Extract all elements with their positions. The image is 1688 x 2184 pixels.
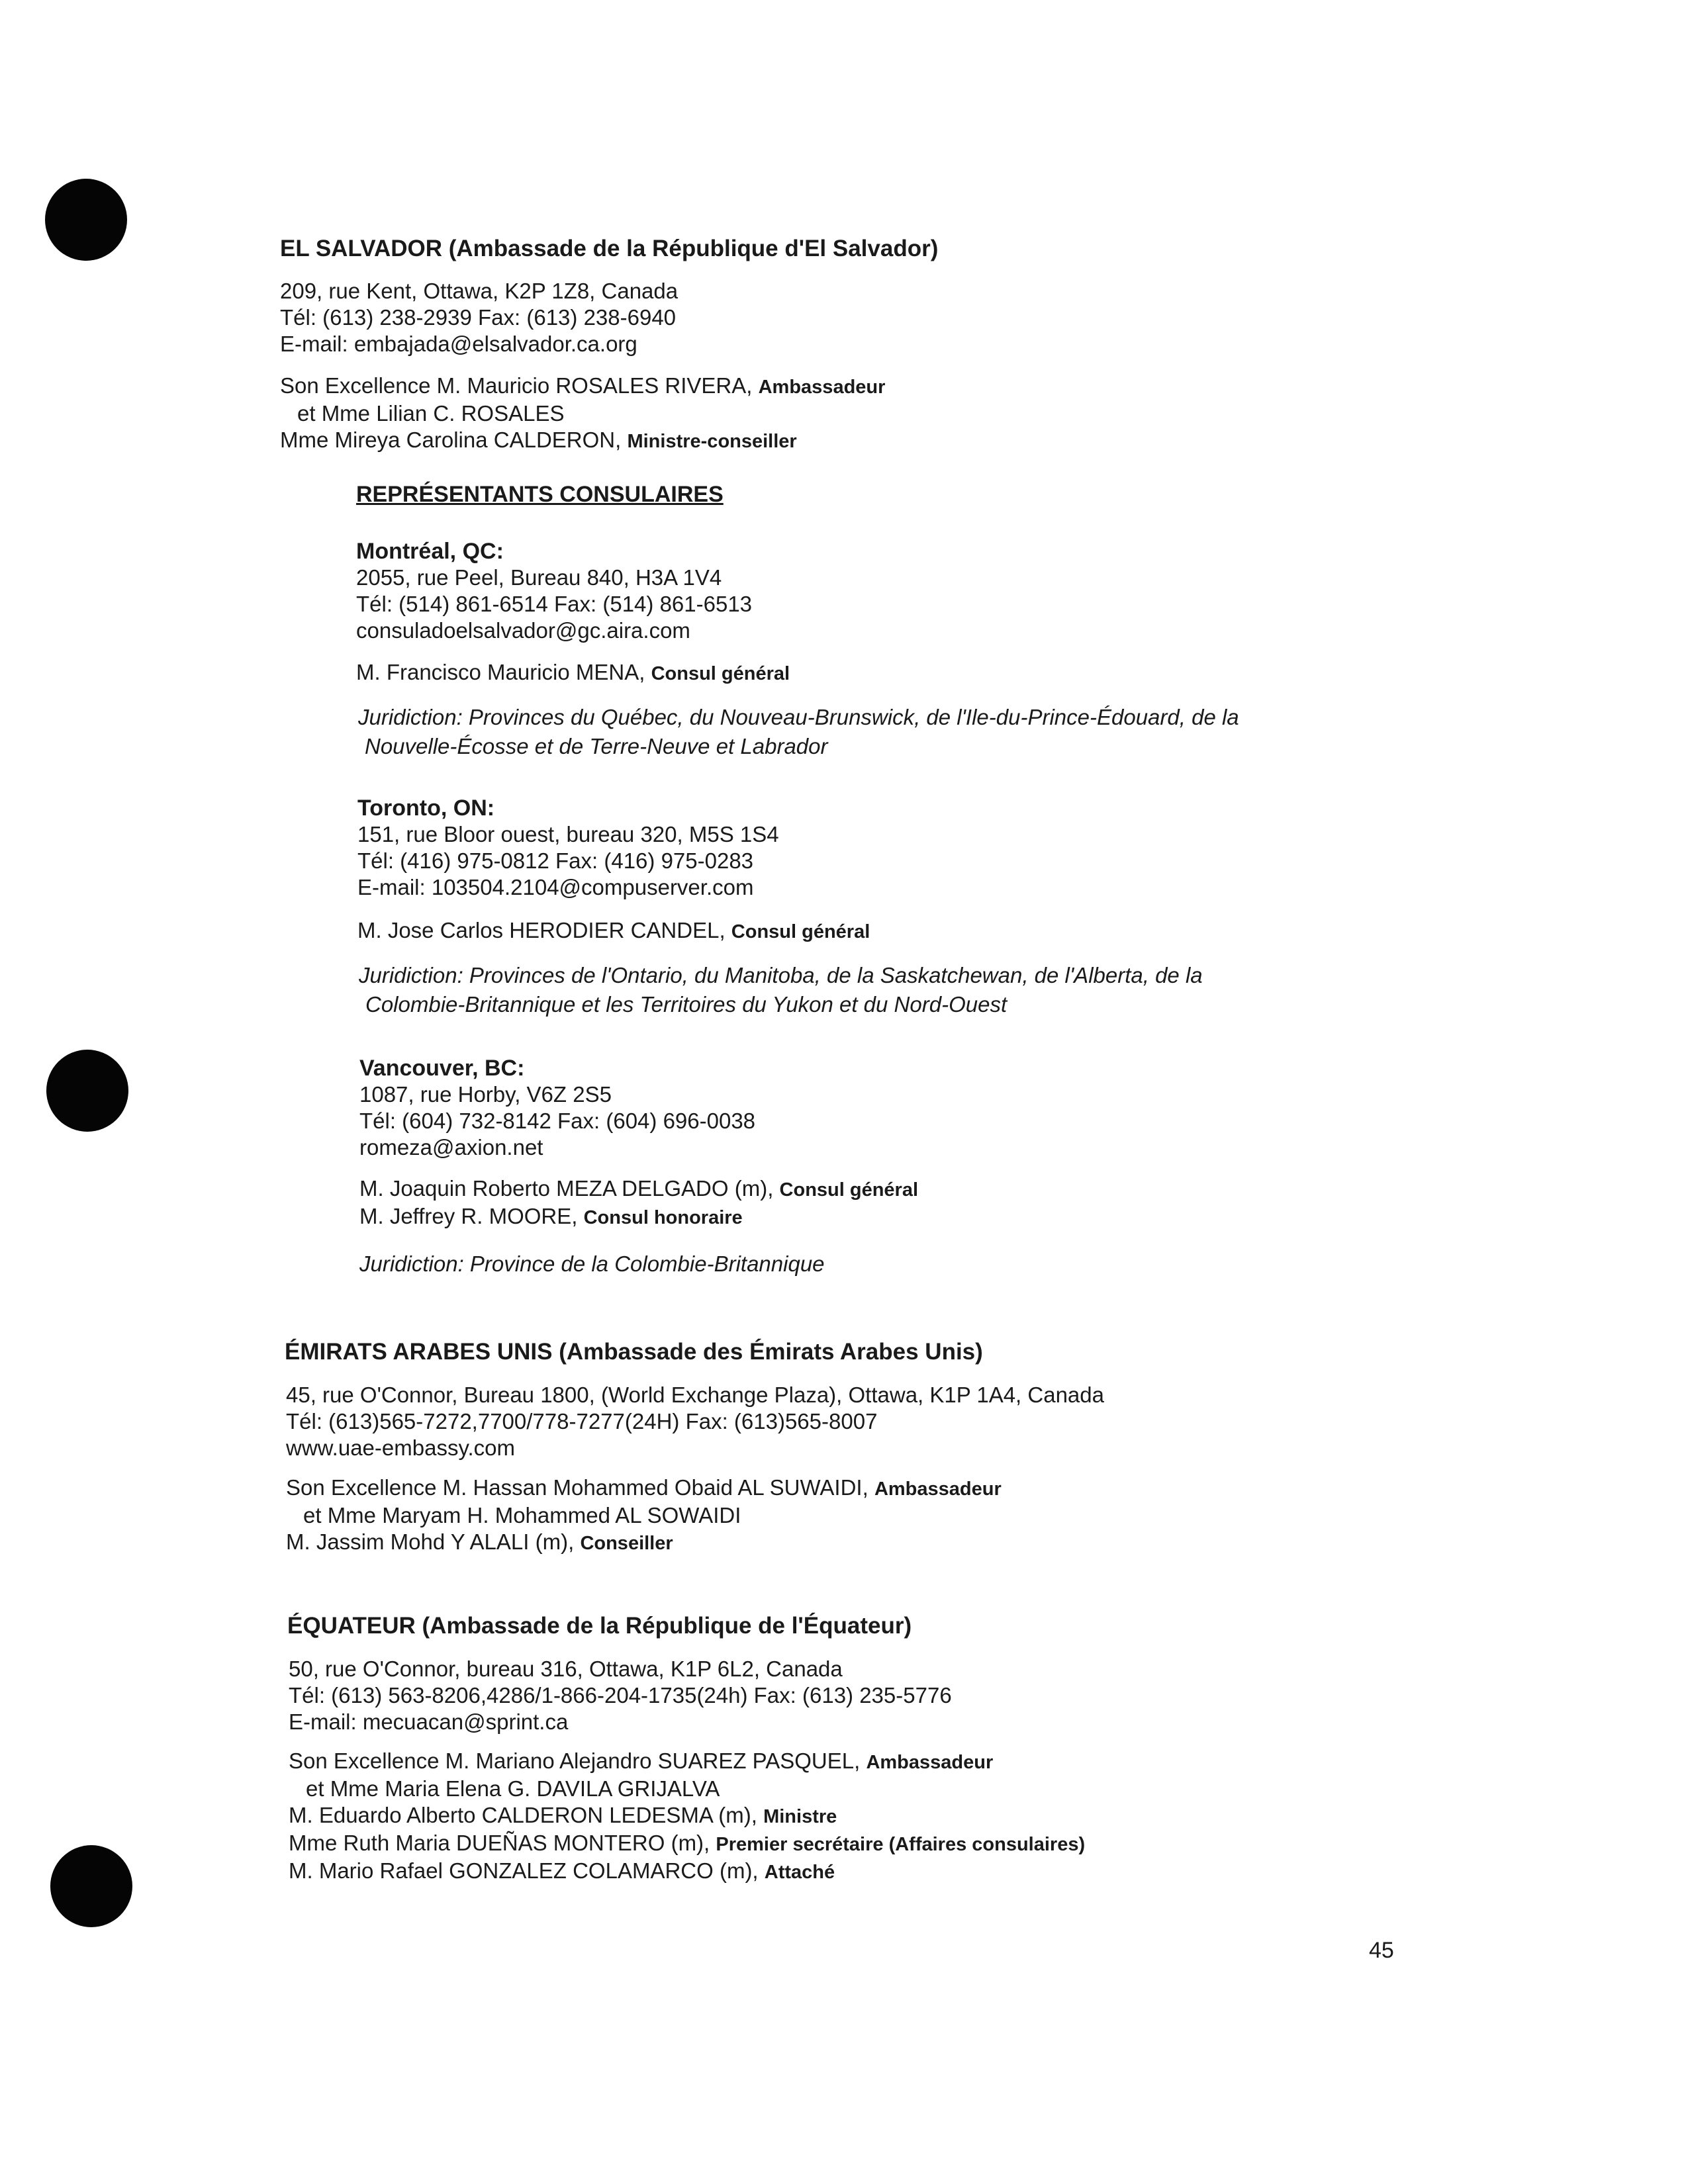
staff-name: Son Excellence M. Mauricio ROSALES RIVERA, (280, 373, 753, 398)
consulate-toronto (357, 795, 779, 901)
staff-entry (286, 1529, 1002, 1557)
staff-name: et Mme Maryam H. Mohammed AL SOWAIDI (303, 1503, 741, 1527)
address-line: 50, rue O'Connor, bureau 316, Ottawa, K1P 6L2, Canada (289, 1657, 843, 1681)
email-line: E-mail: mecuacan@sprint.ca (289, 1709, 569, 1734)
country-heading-equateur: ÉQUATEUR (Ambassade de la République de l'Équateur) (287, 1613, 912, 1639)
city-name: Toronto, ON: (357, 796, 495, 821)
staff-name: M. Eduardo Alberto CALDERON LEDESMA (m), (289, 1803, 757, 1827)
staff-name: Mme Mireya Carolina CALDERON, (280, 428, 622, 452)
country-heading-el-salvador: EL SALVADOR (Ambassade de la République d'El Salvador) (280, 236, 939, 261)
address-line: 209, rue Kent, Ottawa, K2P 1Z8, Canada (280, 279, 679, 303)
staff-list-el-salvador (280, 373, 885, 455)
staff-entry (289, 1858, 1085, 1886)
staff-role: Conseiller (580, 1533, 673, 1554)
jurisdiction-line: Colombie-Britannique et les Territoires du Yukon et du Nord-Ouest (365, 992, 1008, 1017)
staff-list-emirats-arabes-unis (286, 1475, 1002, 1557)
staff-entry (280, 400, 885, 427)
address-line: 1087, rue Horby, V6Z 2S5 (359, 1082, 612, 1107)
staff-role: Consul honoraire (583, 1207, 743, 1228)
staff-entry (286, 1502, 1002, 1529)
jurisdiction-toronto (359, 961, 1203, 1019)
city-name: Montréal, QC: (356, 539, 504, 564)
jurisdiction-line: Nouvelle-Écosse et de Terre-Neuve et Labrador (365, 734, 828, 758)
consulate-vancouver (359, 1055, 755, 1161)
staff-role: Ambassadeur (866, 1752, 994, 1773)
staff-list-equateur (289, 1748, 1085, 1886)
jurisdiction-vancouver (359, 1250, 825, 1279)
staff-name: et Mme Maria Elena G. DAVILA GRIJALVA (306, 1776, 720, 1801)
email-line: E-mail: embajada@elsalvador.ca.org (280, 332, 637, 356)
punch-hole-top (45, 179, 127, 261)
website-line: www.uae-embassy.com (286, 1435, 516, 1460)
staff-entry (356, 659, 790, 687)
staff-entry (280, 427, 885, 455)
phone-line: Tél: (613) 238-2939 Fax: (613) 238-6940 (280, 305, 677, 330)
staff-name: Mme Ruth Maria DUEÑAS MONTERO (m), (289, 1831, 710, 1855)
staff-entry (359, 1203, 918, 1231)
phone-line: Tél: (613)565-7272,7700/778-7277(24H) Fax: (613)565-8007 (286, 1409, 878, 1433)
jurisdiction-line: Juridiction: Provinces du Québec, du Nouveau-Brunswick, de l'Ile-du-Prince-Édouard, de la (358, 705, 1239, 729)
consulate-montreal (356, 538, 752, 644)
staff-role: Consul général (651, 663, 790, 684)
address-line: 45, rue O'Connor, Bureau 1800, (World Exchange Plaza), Ottawa, K1P 1A4, Canada (286, 1383, 1104, 1407)
staff-role: Consul général (731, 921, 870, 942)
punch-hole-bottom (50, 1845, 132, 1927)
staff-name: M. Mario Rafael GONZALEZ COLAMARCO (m), (289, 1858, 759, 1883)
country-heading-emirats-arabes-unis: ÉMIRATS ARABES UNIS (Ambassade des Émirats Arabes Unis) (285, 1339, 983, 1365)
staff-name: M. Jeffrey R. MOORE, (359, 1204, 578, 1228)
city-name: Vancouver, BC: (359, 1056, 525, 1081)
staff-entry (359, 1175, 918, 1203)
jurisdiction-line: Juridiction: Provinces de l'Ontario, du Manitoba, de la Saskatchewan, de l'Alberta, de la (359, 963, 1203, 987)
staff-role: Consul général (779, 1179, 919, 1201)
address-line: 2055, rue Peel, Bureau 840, H3A 1V4 (356, 565, 722, 590)
staff-entry (289, 1802, 1085, 1830)
page-number: 45 (1369, 1938, 1394, 1963)
email-line: romeza@axion.net (359, 1135, 543, 1160)
staff-name: M. Francisco Mauricio MENA, (356, 660, 645, 684)
staff-name: M. Joaquin Roberto MEZA DELGADO (m), (359, 1176, 774, 1201)
address-block-emirats-arabes-unis (286, 1382, 1104, 1461)
staff-role: Ambassadeur (874, 1479, 1002, 1500)
phone-line: Tél: (416) 975-0812 Fax: (416) 975-0283 (357, 848, 754, 873)
staff-list-vancouver (359, 1175, 918, 1231)
punch-hole-middle (46, 1050, 128, 1132)
address-block-equateur (289, 1656, 952, 1735)
jurisdiction-line: Juridiction: Province de la Colombie-Britannique (359, 1251, 825, 1276)
consular-heading: REPRÉSENTANTS CONSULAIRES (356, 482, 724, 507)
staff-name: M. Jassim Mohd Y ALALI (m), (286, 1529, 575, 1554)
address-line: 151, rue Bloor ouest, bureau 320, M5S 1S4 (357, 822, 779, 846)
email-line: E-mail: 103504.2104@compuserver.com (357, 875, 754, 899)
staff-role: Ministre-conseiller (627, 431, 797, 452)
staff-role: Ambassadeur (758, 377, 886, 398)
staff-entry (357, 917, 870, 945)
staff-role: Attaché (764, 1862, 835, 1883)
staff-entry (289, 1748, 1085, 1776)
jurisdiction-montreal (358, 703, 1239, 761)
email-line: consuladoelsalvador@gc.aira.com (356, 618, 690, 643)
staff-name: M. Jose Carlos HERODIER CANDEL, (357, 918, 726, 942)
address-block-el-salvador (280, 278, 678, 357)
staff-name: Son Excellence M. Mariano Alejandro SUAREZ PASQUEL, (289, 1749, 861, 1773)
staff-entry (289, 1830, 1085, 1858)
staff-entry (286, 1475, 1002, 1502)
staff-role: Ministre (763, 1806, 837, 1827)
staff-name: Son Excellence M. Hassan Mohammed Obaid AL SUWAIDI, (286, 1475, 868, 1500)
staff-entry (280, 373, 885, 400)
phone-line: Tél: (514) 861-6514 Fax: (514) 861-6513 (356, 592, 753, 616)
staff-name: et Mme Lilian C. ROSALES (297, 401, 565, 426)
phone-line: Tél: (613) 563-8206,4286/1-866-204-1735(24h) Fax: (613) 235-5776 (289, 1683, 952, 1707)
phone-line: Tél: (604) 732-8142 Fax: (604) 696-0038 (359, 1109, 756, 1133)
staff-role: Premier secrétaire (Affaires consulaires) (716, 1834, 1086, 1855)
staff-entry (289, 1776, 1085, 1802)
